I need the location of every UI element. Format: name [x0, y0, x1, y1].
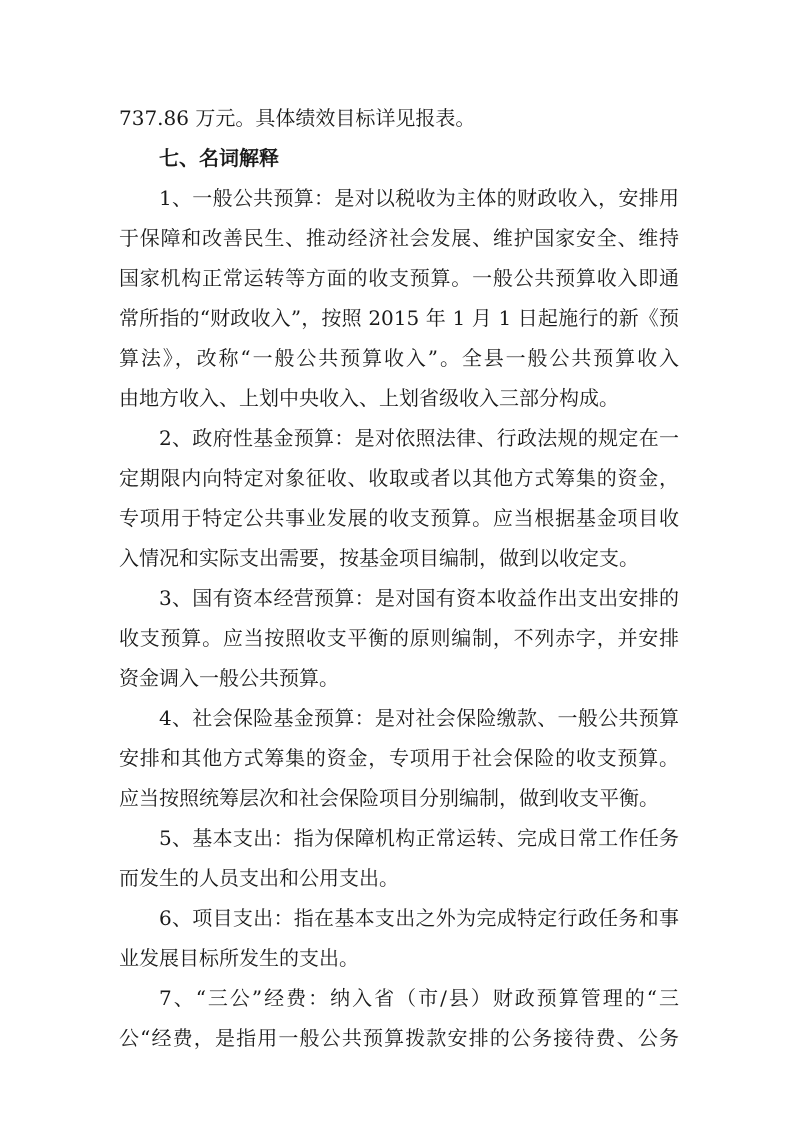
text-line: 737.86 万元。具体绩效目标详见报表。 [119, 106, 476, 130]
term-1-line: 国家机构正常运转等方面的收支预算。一般公共预算收入即通 [119, 266, 679, 290]
term-3-line: 资金调入一般公共预算。 [119, 666, 339, 690]
term-6-line: 6、项目支出：指在基本支出之外为完成特定行政任务和事 [159, 906, 679, 930]
term-1-line: 常所指的“财政收入”，按照 2015 年 1 月 1 日起施行的新《预 [119, 306, 679, 330]
term-4-line: 安排和其他方式筹集的资金，专项用于社会保险的收支预算。 [119, 746, 679, 770]
term-2-line: 定期限内向特定对象征收、收取或者以其他方式筹集的资金， [119, 466, 679, 490]
term-3-line: 3、国有资本经营预算：是对国有资本收益作出支出安排的 [159, 586, 679, 610]
term-4-line: 应当按照统筹层次和社会保险项目分别编制，做到收支平衡。 [119, 786, 659, 810]
term-2-line: 2、政府性基金预算：是对依照法律、行政法规的规定在一 [159, 426, 679, 450]
term-4-line: 4、社会保险基金预算：是对社会保险缴款、一般公共预算 [159, 706, 679, 730]
term-1-line: 由地方收入、上划中央收入、上划省级收入三部分构成。 [119, 386, 619, 410]
term-5-line: 5、基本支出：指为保障机构正常运转、完成日常工作任务 [159, 826, 679, 850]
term-3-line: 收支预算。应当按照收支平衡的原则编制，不列赤字，并安排 [119, 626, 679, 650]
document-body [119, 98, 679, 1058]
term-5-line: 而发生的人员支出和公用支出。 [119, 866, 399, 890]
term-1-line: 于保障和改善民生、推动经济社会发展、维护国家安全、维持 [119, 226, 679, 250]
term-2-line: 入情况和实际支出需要，按基金项目编制，做到以收定支。 [119, 546, 639, 570]
term-2-line: 专项用于特定公共事业发展的收支预算。应当根据基金项目收 [119, 506, 679, 530]
term-1-line: 算法》，改称“一般公共预算收入”。全县一般公共预算收入 [119, 346, 679, 370]
section-heading: 七、名词解释 [159, 146, 279, 170]
term-7-line: 7、“三公”经费：纳入省（市/县）财政预算管理的“三 [159, 986, 679, 1010]
term-1-line: 1、一般公共预算：是对以税收为主体的财政收入，安排用 [159, 186, 679, 210]
term-7-line: 公“经费，是指用一般公共预算拨款安排的公务接待费、公务 [119, 1026, 679, 1050]
term-6-line: 业发展目标所发生的支出。 [119, 946, 359, 970]
